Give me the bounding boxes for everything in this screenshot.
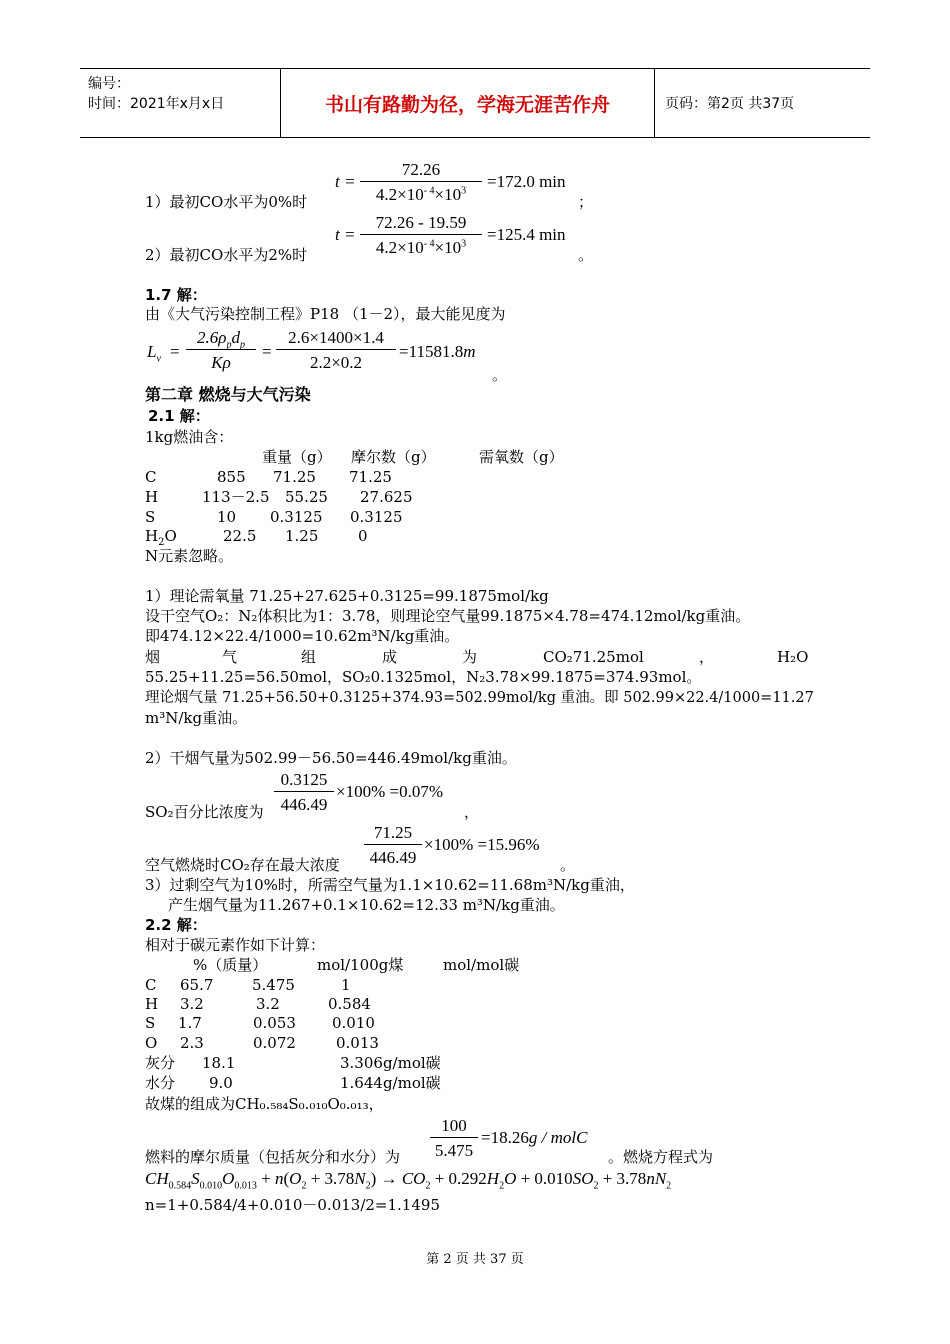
col-mass: %（质量）	[193, 956, 268, 974]
col-mol100: mol/100g煤	[317, 956, 404, 974]
co2-num: 71.25	[364, 823, 422, 845]
lv-fraction-1	[186, 328, 256, 374]
col-mole: 摩尔数（g）	[351, 448, 436, 466]
lv-tail: 。	[492, 366, 508, 384]
co-frac1-num: 72.26	[360, 160, 482, 182]
sec21-p7: m³N/kg重油。	[145, 709, 248, 727]
page-header	[80, 68, 870, 138]
sec21-p5: 55.25+11.25=56.50mol，SO₂0.1325mol，N₂3.78×99.1875=374.93mol。	[145, 668, 702, 686]
so2-den: 446.49	[280, 795, 328, 814]
n-line: n=1+0.584/4+0.010－0.013/2=1.1495	[145, 1196, 440, 1214]
co2-tail: 。	[560, 856, 576, 874]
co-frac1-den: $4.2\times 10^{- 4}\times 10^3$	[375, 185, 467, 204]
header-page: 页码：第2页 共37页	[665, 96, 795, 112]
combustion-equation: $CH_{0.584}S_{0.010}O_{0.013} + n(O_2 + 3.78N_2) \to CO_2 + 0.292H_2O + 0.010SO_2 + 3.78nN_2$	[145, 1169, 672, 1192]
sec17-title: 1.7 解：	[145, 286, 207, 304]
t-symbol-2: t =	[335, 225, 356, 244]
lv-frac2-num: 2.6×1400×1.4	[276, 328, 396, 350]
lv-symbol: $L_v$	[147, 342, 161, 365]
sec21-title: 2.1 解：	[148, 407, 210, 425]
molar-den: 5.475	[434, 1141, 474, 1160]
molar-result: =18.26g / molC	[481, 1128, 588, 1147]
so2-result: ×100% =0.07%	[336, 782, 443, 801]
sec21-p6: 理论烟气量 71.25+56.50+0.3125+374.93=502.99mol/kg 重油。即 502.99×22.4/1000=11.27	[145, 690, 814, 706]
co-frac2-den: $4.2\times 10^{- 4}\times 10^3$	[375, 238, 467, 257]
sec21-p10: 产生烟气量为11.267+0.1×10.62=12.33 m³N/kg重油。	[168, 896, 565, 914]
sec21-intro: 1kg燃油含：	[145, 428, 234, 446]
sec17-intro: 由《大气污染控制工程》P18 （1－2），最大能见度为	[145, 305, 506, 323]
so2-tail: ，	[464, 803, 480, 821]
header-meta	[80, 69, 281, 137]
sec21-p3: 即474.12×22.4/1000=10.62m³N/kg重油。	[145, 627, 460, 645]
co-res-2: =125.4 min	[487, 225, 566, 244]
so2-num: 0.3125	[274, 770, 334, 792]
so2-text: SO₂百分比浓度为	[145, 803, 264, 821]
co2-den: 446.49	[369, 848, 417, 867]
lv-result: =11581.8m	[399, 342, 476, 361]
sec22-intro: 相对于碳元素作如下计算：	[145, 936, 326, 954]
so2-fraction	[274, 770, 334, 816]
sec21-p1: 1）理论需氧量 71.25+27.625+0.3125=99.1875mol/kg	[145, 587, 549, 605]
molar-text: 燃料的摩尔质量（包括灰分和水分）为	[145, 1148, 401, 1166]
lv-fraction-2	[276, 328, 396, 374]
header-date: 时间：2021年x月x日	[88, 96, 225, 112]
co-tail-1: ；	[578, 193, 594, 211]
sec21-p2: 设干空气O₂：N₂体积比为1：3.78，则理论空气量99.1875×4.78=474.12mol/kg重油。	[145, 607, 751, 625]
co-line-2: 2）最初CO水平为2%时	[145, 246, 308, 264]
lv-eq: =	[170, 342, 180, 361]
co-line-1: 1）最初CO水平为0%时	[145, 193, 308, 211]
molar-num: 100	[430, 1116, 478, 1138]
page-footer: 第 2 页 共 37 页	[426, 1252, 524, 1267]
lv-frac1-den: Kρ	[211, 353, 231, 372]
lv-frac2-den: 2.2×0.2	[309, 353, 363, 372]
co-tail-2: 。	[578, 246, 594, 264]
sec22-comp: 故煤的组成为CH₀.₅₈₄S₀.₀₁₀O₀.₀₁₃，	[145, 1095, 384, 1113]
sec22-title: 2.2 解：	[145, 916, 207, 934]
header-motto: 书山有路勤为径，学海无涯苦作舟	[281, 69, 655, 137]
col-oxygen: 需氧数（g）	[479, 448, 564, 466]
col-weight: 重量（g）	[262, 448, 332, 466]
co-res-1: =172.0 min	[487, 172, 566, 191]
sec21-p9: 3）过剩空气为10%时，所需空气量为1.1×10.62=11.68m³N/kg重油，	[145, 876, 635, 894]
chapter-title: 第二章 燃烧与大气污染	[145, 385, 311, 404]
molar-tail: 。燃烧方程式为	[608, 1148, 714, 1166]
co-frac2-num: 72.26 - 19.59	[360, 213, 482, 235]
lv-frac1-num: $2.6\rho_pd_p$	[186, 328, 256, 350]
lv-eq-2: =	[262, 342, 272, 361]
co2-result: ×100% =15.96%	[424, 835, 540, 854]
header-number: 编号：	[88, 76, 130, 92]
sec21-p8: 2）干烟气量为502.99－56.50=446.49mol/kg重油。	[145, 749, 517, 767]
t-symbol: t =	[335, 172, 356, 191]
molar-fraction	[430, 1116, 478, 1162]
co2-fraction	[364, 823, 422, 869]
co2-text: 空气燃烧时CO₂存在最大浓度	[145, 856, 340, 874]
sec21-note: N元素忽略。	[145, 547, 234, 565]
col-molc: mol/mol碳	[443, 956, 520, 974]
co-fraction-2	[360, 213, 482, 259]
co-fraction-1	[360, 160, 482, 206]
